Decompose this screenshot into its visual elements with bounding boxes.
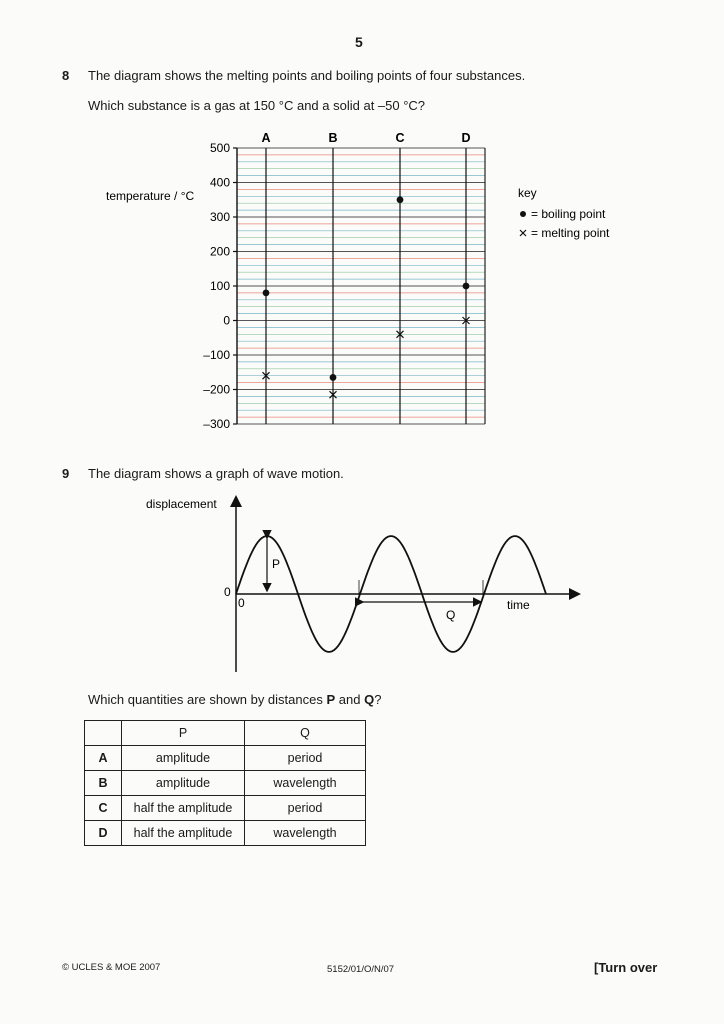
table-row bbox=[85, 796, 366, 821]
legend-title: key bbox=[518, 186, 537, 200]
header-p: P bbox=[122, 721, 245, 746]
y-tick-label: 100 bbox=[209, 279, 230, 293]
question-9-question: Which quantities are shown by distances P and Q? bbox=[88, 692, 382, 707]
q-label: Q bbox=[446, 608, 456, 622]
legend-boiling: = boiling point bbox=[531, 207, 606, 221]
answer-table bbox=[84, 720, 366, 846]
copyright: © UCLES & MOE 2007 bbox=[62, 962, 161, 973]
substance-label: C bbox=[395, 131, 405, 145]
option-q: period bbox=[245, 796, 366, 821]
substance-label: A bbox=[261, 131, 271, 145]
legend-melting: = melting point bbox=[531, 226, 610, 240]
table-row bbox=[85, 771, 366, 796]
y-tick-label: 400 bbox=[209, 175, 230, 190]
y-tick-label: 200 bbox=[209, 244, 230, 259]
table-row bbox=[85, 821, 366, 846]
boiling-point-marker bbox=[463, 283, 470, 290]
legend-cross-icon bbox=[520, 230, 526, 236]
y-tick-label: –200 bbox=[203, 382, 230, 397]
p-label: P bbox=[272, 557, 281, 571]
option-q: wavelength bbox=[245, 771, 366, 796]
boiling-point-marker bbox=[263, 290, 270, 297]
y-tick-label: –300 bbox=[203, 417, 230, 431]
question-9-number: 9 bbox=[62, 466, 70, 481]
y-tick-label: 500 bbox=[209, 141, 230, 155]
option-p: half the amplitude bbox=[122, 796, 245, 821]
option-p: amplitude bbox=[122, 746, 245, 771]
option-letter: A bbox=[85, 746, 122, 771]
question-9-intro: The diagram shows a graph of wave motion. bbox=[88, 466, 344, 481]
y-tick-label: –100 bbox=[203, 348, 230, 362]
page-number: 5 bbox=[355, 34, 363, 50]
legend-dot-icon bbox=[520, 211, 526, 217]
option-q: wavelength bbox=[245, 821, 366, 846]
y-tick-label: 0 bbox=[223, 313, 230, 328]
option-letter: D bbox=[85, 821, 122, 846]
option-letter: C bbox=[85, 796, 122, 821]
origin-label: 0 bbox=[238, 596, 245, 610]
substance-label: B bbox=[328, 131, 338, 145]
boiling-point-marker bbox=[397, 196, 404, 203]
y-axis-label: temperature / °C bbox=[106, 189, 195, 203]
question-8-question: Which substance is a gas at 150 °C and a solid at –50 °C? bbox=[88, 98, 426, 113]
time-axis-label: time bbox=[507, 598, 530, 612]
y-zero-label: 0 bbox=[224, 585, 231, 599]
substance-label: D bbox=[461, 131, 471, 145]
chart-legend bbox=[518, 186, 610, 240]
wave-graph bbox=[140, 490, 600, 680]
option-q: period bbox=[245, 746, 366, 771]
table-header-row bbox=[85, 721, 366, 746]
option-letter: B bbox=[85, 771, 122, 796]
paper-code: 5152/01/O/N/07 bbox=[327, 964, 395, 975]
question-8-number: 8 bbox=[62, 68, 70, 83]
turn-over: [Turn over bbox=[594, 960, 658, 975]
header-q: Q bbox=[245, 721, 366, 746]
melting-boiling-chart bbox=[0, 120, 724, 440]
option-p: amplitude bbox=[122, 771, 245, 796]
boiling-point-marker bbox=[330, 374, 337, 381]
option-p: half the amplitude bbox=[122, 821, 245, 846]
y-axis-label-displacement: displacement bbox=[146, 497, 217, 511]
question-8-intro: The diagram shows the melting points and boiling points of four substances. bbox=[88, 68, 526, 83]
table-row bbox=[85, 746, 366, 771]
chart-grid bbox=[237, 148, 485, 424]
y-tick-label: 300 bbox=[209, 210, 230, 224]
